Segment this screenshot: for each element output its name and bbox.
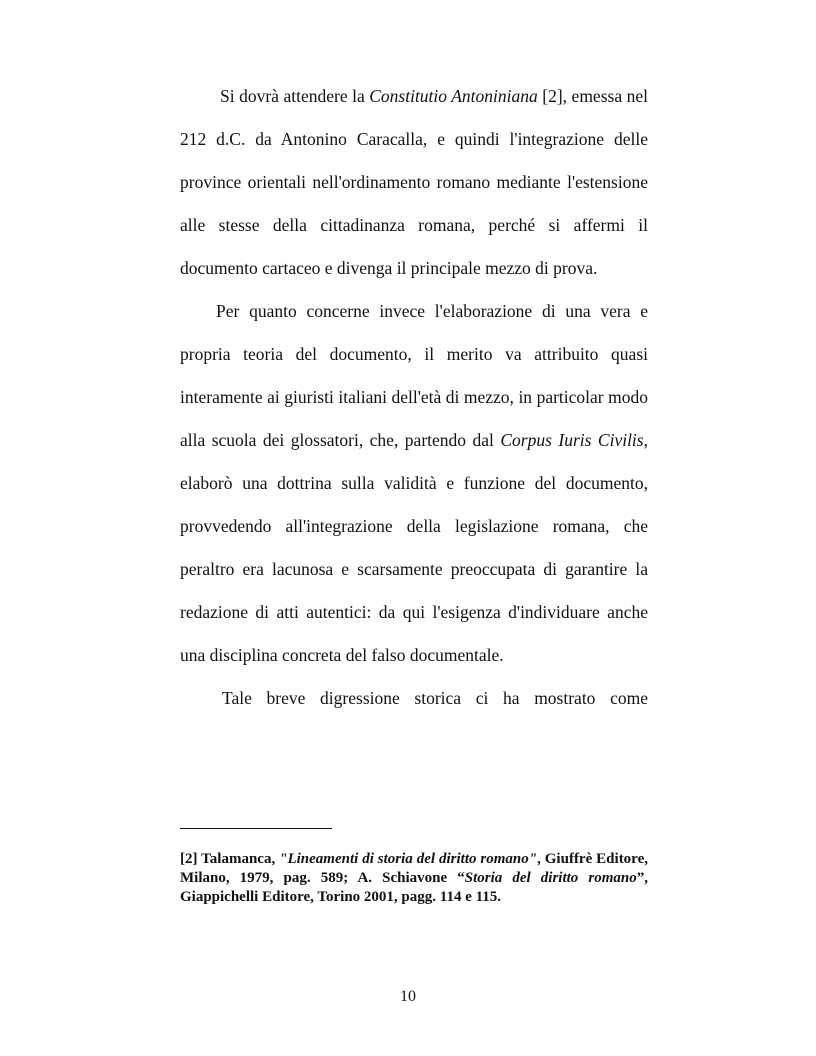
constitutio-antoniniana-title: Constitutio Antoniniana [369, 86, 538, 106]
paragraph-1-text-2: [2], emessa nel 212 d.C. da Antonino Caracalla, e quindi l'integrazione delle province orientali nell'ordinamento romano mediante l'estensione alle stesse della cittadinanza romana, perché si affermi il documento cartaceo e divenga il principale mezzo di prova. [180, 86, 648, 278]
page-number: 10 [400, 988, 416, 1005]
footnote-marker: [2] [180, 851, 198, 867]
corpus-iuris-civilis-title: Corpus Iuris Civilis [500, 430, 644, 450]
footnote-title-1: "Lineamenti di storia del diritto romano" [279, 851, 538, 867]
footnote-text-2: , Giuffrè Editore, Milano, 1979, pag. 589; A. Schiavone “ [180, 851, 648, 886]
footnote-text-3: ”, Giappichelli Editore, Torino 2001, pagg. 114 e 115. [180, 870, 648, 905]
paragraph-1-text-1: Si dovrà attendere la [220, 86, 370, 106]
footnote [180, 850, 648, 907]
paragraph-3-text-1: Tale breve digressione storica ci ha mostrato come [222, 688, 648, 708]
body-text [180, 75, 648, 720]
paragraph-2-text-2: , elaborò una dottrina sulla validità e funzione del documento, provvedendo all'integrazione della legislazione romana, che peraltro era lacunosa e scarsamente preoccupata di garantire la redazione di atti autentici: da qui l'esigenza d'individuare anche una disciplina concreta del falso documentale. [180, 430, 648, 665]
paragraph-1 [180, 75, 648, 290]
footnote-text-1: Talamanca, [197, 851, 280, 867]
footnote-separator [180, 828, 332, 829]
paragraph-2-text-1: Per quanto concerne invece l'elaborazione di una vera e propria teoria del documento, il merito va attribuito quasi interamente ai giuristi italiani dell'età di mezzo, in particolar modo alla scuola dei glossatori, che, partendo dal [180, 301, 648, 450]
footnote-title-2: Storia del diritto romano [464, 870, 637, 886]
paragraph-3 [180, 677, 648, 720]
paragraph-2 [180, 290, 648, 677]
